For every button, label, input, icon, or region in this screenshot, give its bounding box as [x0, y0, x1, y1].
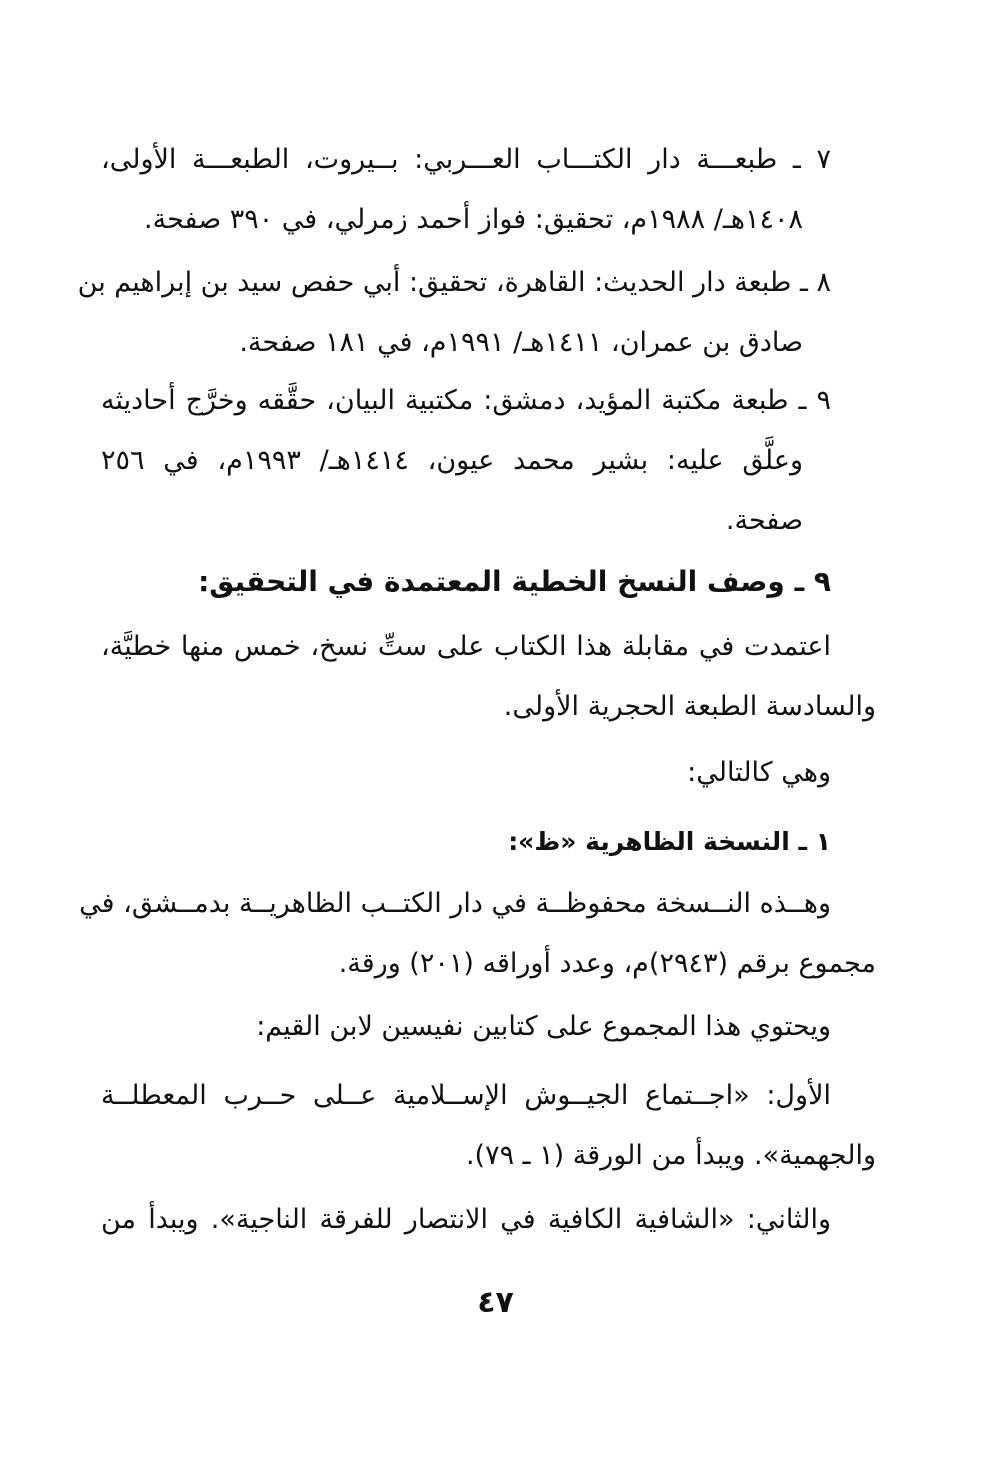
text-line: صفحة.	[725, 505, 803, 536]
paragraph	[101, 1190, 831, 1250]
section-heading	[101, 552, 831, 612]
text-line: والسادسة الطبعة الحجرية الأولى.	[503, 691, 876, 722]
page-number: ٤٧	[477, 1285, 514, 1320]
text-line: ٨ ـ طبعة دار الحديث: القاهرة، تحقيق: أبي حفص سيد بن إبراهيم بن	[77, 267, 831, 298]
subheading-text: ١ ـ النسخة الظاهرية «ظ»:	[508, 827, 831, 856]
text-line: ١٤٠٨هـ/ ١٩٨٨م، تحقيق: فواز أحمد زمرلي، في ٣٩٠ صفحة.	[144, 204, 803, 235]
text-line: اعتمدت في مقابلة هذا الكتاب على ستِّ نسخ، خمس منها خطيَّة،	[101, 631, 831, 662]
paragraph	[101, 997, 831, 1057]
list-item-8	[77, 253, 831, 373]
subheading	[101, 812, 831, 872]
paragraph	[101, 743, 831, 803]
list-item-9	[101, 371, 831, 551]
text-line: وعلَّق عليه: بشير محمد عيون، ١٤١٤هـ/ ١٩٩٣م، في ٢٥٦	[101, 445, 803, 476]
paragraph	[79, 874, 876, 994]
text-line: صادق بن عمران، ١٤١١هـ/ ١٩٩١م، في ١٨١ صفحة.	[239, 327, 803, 358]
text-line: الأول: «اجــتماع الجيــوش الإســلامية عــلى حــرب المعطلــة	[101, 1080, 831, 1111]
text-line: مجموع برقم (٢٩٤٣)م، وعدد أوراقه (٢٠١) ورقة.	[338, 948, 876, 979]
paragraph	[101, 1066, 876, 1186]
text-line: ٩ ـ طبعة مكتبة المؤيد، دمشق: مكتبية البيان، حقَّقه وخرَّج أحاديثه	[101, 385, 831, 416]
text-line: والجهمية». ويبدأ من الورقة (١ ـ ٧٩).	[465, 1140, 876, 1171]
paragraph	[101, 617, 876, 737]
text-line: والثاني: «الشافية الكافية في الانتصار للفرقة الناجية». ويبدأ من	[101, 1204, 831, 1235]
heading-text: ٩ ـ وصف النسخ الخطية المعتمدة في التحقيق:	[198, 565, 831, 598]
text-line: ويحتوي هذا المجموع على كتابين نفيسين لابن القيم:	[256, 1011, 831, 1042]
list-item-7	[101, 130, 831, 250]
text-line: وهي كالتالي:	[687, 757, 831, 788]
text-line: وهــذه النــسخة محفوظــة في دار الكتــب الظاهريــة بدمــشق، في	[79, 888, 831, 919]
text-line: ٧ ـ طبعـــة دار الكتـــاب العـــربي: بــيروت، الطبعـــة الأولى،	[101, 144, 831, 175]
